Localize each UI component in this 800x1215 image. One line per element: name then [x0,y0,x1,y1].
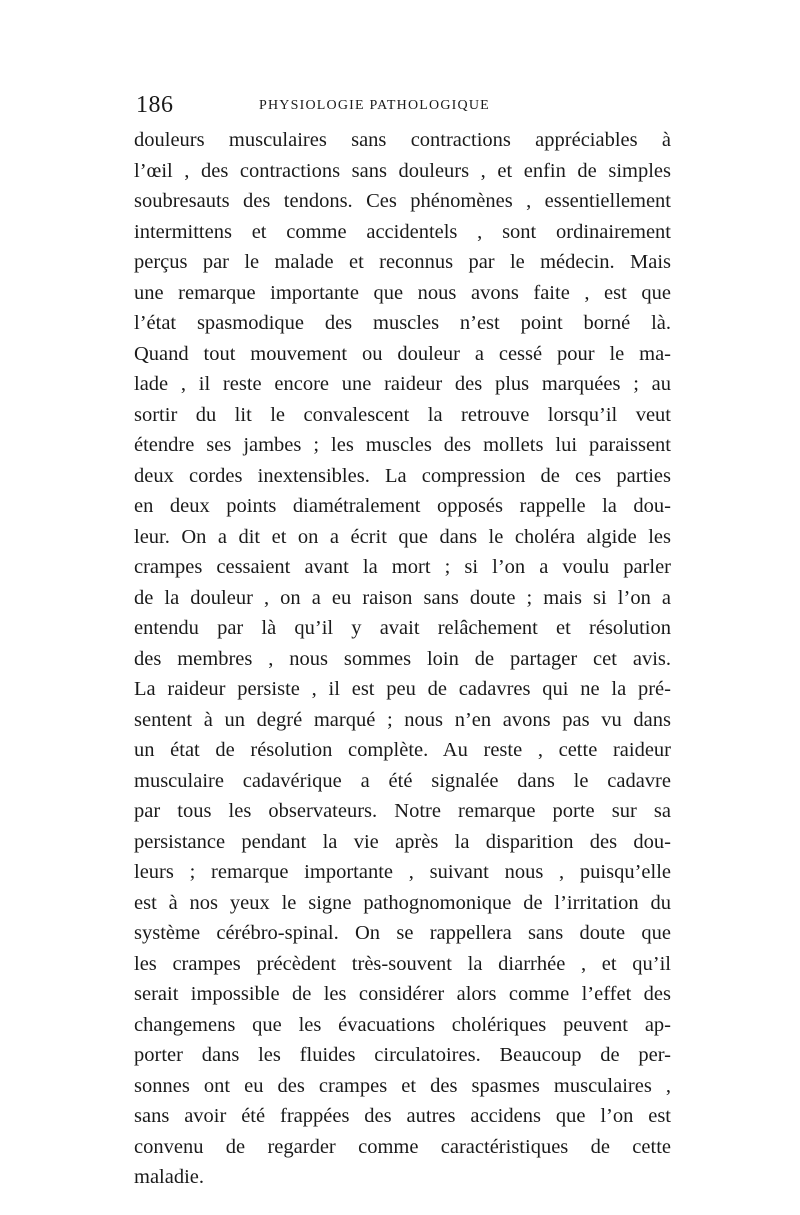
text-line: deux cordes inextensibles. La compression de ces parties [134,464,671,487]
text-line: intermittens et comme accidentels , sont ordinairement [134,220,671,243]
text-line: sortir du lit le convalescent la retrouve lorsqu’il veut [134,403,671,426]
text-line: les crampes précèdent très-souvent la diarrhée , et qu’il [134,952,671,975]
text-line: l’état spasmodique des muscles n’est point borné là. [134,312,671,334]
text-line: changemens que les évacuations cholériques peuvent ap- [134,1013,671,1036]
text-line: persistance pendant la vie après la disparition des dou- [134,830,671,853]
text-line: système cérébro-spinal. On se rappellera sans doute que [134,922,671,944]
text-line: lade , il reste encore une raideur des plus marquées ; au [134,373,671,395]
text-line: en deux points diamétralement opposés rappelle la dou- [134,495,671,517]
text-line: des membres , nous sommes loin de partager cet avis. [134,647,671,670]
text-line: perçus par le malade et reconnus par le médecin. Mais [134,251,671,273]
text-line: étendre ses jambes ; les muscles des mollets lui paraissent [134,434,671,456]
text-line: crampes cessaient avant la mort ; si l’on a voulu parler [134,556,671,578]
text-line: une remarque importante que nous avons faite , est que [134,281,671,304]
body-paragraph [134,125,671,1193]
text-line: sans avoir été frappées des autres accidens que l’on est [134,1105,671,1127]
page-header [134,92,669,122]
text-line: convenu de regarder comme caractéristiques de cette [134,1135,671,1158]
text-line: sentent à un degré marqué ; nous n’en avons pas vu dans [134,708,671,731]
text-line: par tous les observateurs. Notre remarque porte sur sa [134,800,671,822]
text-line: de la douleur , on a eu raison sans doute ; mais si l’on a [134,586,671,609]
text-line: La raideur persiste , il est peu de cadavres qui ne la pré- [134,678,671,700]
text-line: entendu par là qu’il y avait relâchement et résolution [134,617,671,639]
text-line: leur. On a dit et on a écrit que dans le choléra algide les [134,525,671,548]
text-line: sonnes ont eu des crampes et des spasmes musculaires , [134,1074,671,1097]
text-line: douleurs musculaires sans contractions appréciables à [134,129,671,151]
text-line: un état de résolution complète. Au reste , cette raideur [134,739,671,761]
page-number: 186 [136,92,174,118]
text-line: l’œil , des contractions sans douleurs , et enfin de simples [134,159,671,182]
running-title: PHYSIOLOGIE PATHOLOGIQUE [259,98,490,113]
text-line: leurs ; remarque importante , suivant nous , puisqu’elle [134,861,671,883]
text-line: soubresauts des tendons. Ces phénomènes , essentiellement [134,190,671,212]
text-line: porter dans les fluides circulatoires. Beaucoup de per- [134,1044,671,1066]
text-line: musculaire cadavérique a été signalée dans le cadavre [134,769,671,792]
text-line: Quand tout mouvement ou douleur a cessé pour le ma- [134,342,671,365]
text-line: maladie. [134,1166,205,1188]
text-line: est à nos yeux le signe pathognomonique de l’irritation du [134,891,671,914]
text-line: serait impossible de les considérer alors comme l’effet des [134,983,671,1005]
